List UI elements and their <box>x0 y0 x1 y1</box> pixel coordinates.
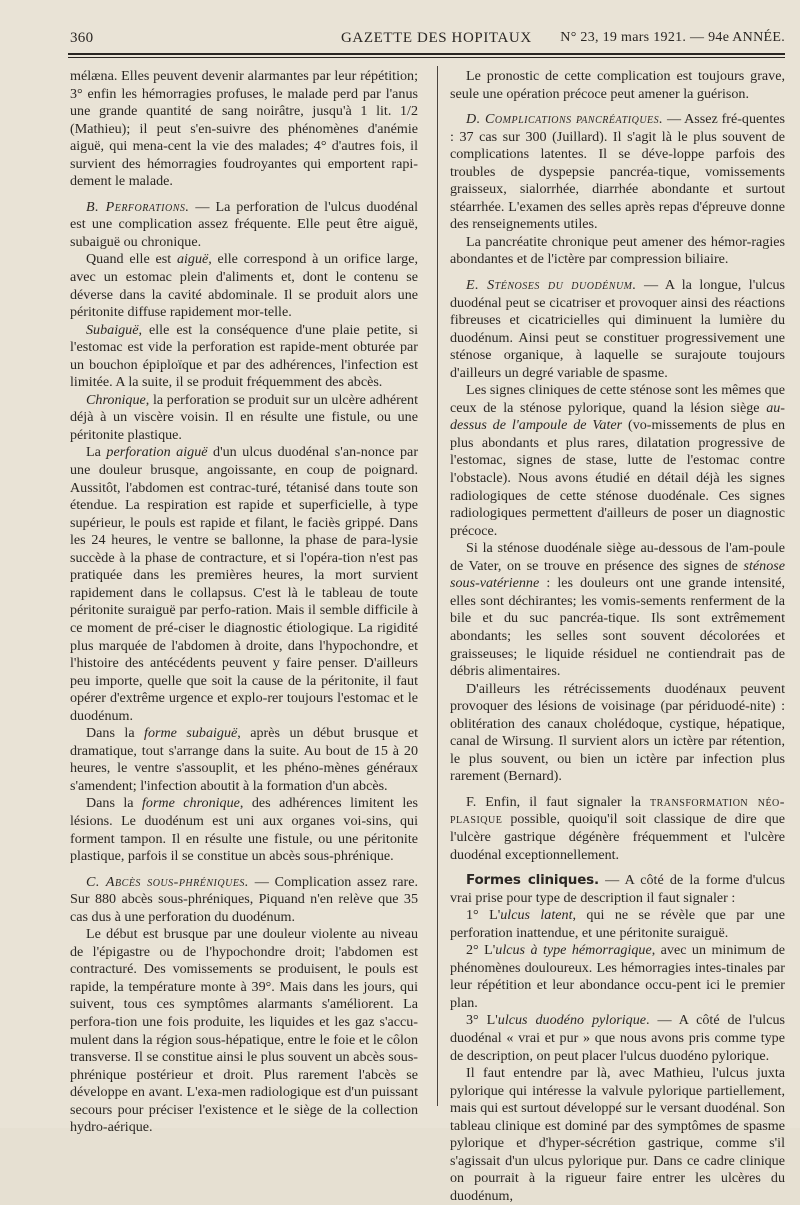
paragraph: La pancréatite chronique peut amener des hémor-ragies abondantes et de l'ictère par compression biliaire. <box>450 233 785 268</box>
column-divider <box>437 66 438 1106</box>
paragraph: 3° L'ulcus duodéno pylorique. — A côté de l'ulcus duodénal « vrai et pur » que nous avons pris comme type de description, on peut placer l'ulcus duodéno pylorique. <box>450 1012 786 1064</box>
paragraph: Les signes cliniques de cette sténose sont les mêmes que ceux de la sténose pylorique, quand la lésion siège au-dessus de l'ampoule de Vater (vo-missements de plus en plus abondants et plus rares, dilatation progressive de l'estomac, signes de stase, lutte de l'estomac contre l'obstacle). Nous avons étudié en détail déjà les signes radiologiques de cette sténose duodénale. Ces signes radiologiques permettent d'ailleurs de poser un diagnostic précoce. <box>450 382 785 539</box>
paragraph: Il faut entendre par là, avec Mathieu, l'ulcus juxta pylorique qui intéresse la valvule pylorique partiellement, mais qui est surtout développé sur le versant duodénal. Son tableau clinique est dominé par des symptômes de spasme pylorique et d'hyper-sécrétion gastrique, comme s'il s'agissait d'un ulcus pylorique pur. Dans ce cadre clinique on pourrait à la rigueur faire entrer les ulcères du duodénum, <box>450 1065 785 1204</box>
paragraph: E. Sténoses du duodénum. — A la longue, l'ulcus duodénal peut se cicatriser et provoquer ainsi des réactions fibreuses et cicatricielles qui diminuent la lumière du duodénum. Ainsi peut se constituer progressivement une sténose organique, à laquelle se surajoute toujours d'ailleurs un degré variable de spasme. <box>450 277 785 381</box>
journal-title: GAZETTE DES HOPITAUX <box>341 30 532 46</box>
right-column <box>450 68 785 1205</box>
page-number: 360 <box>70 30 94 46</box>
paragraph: B. Perforations. — La perforation de l'ulcus duodénal est une complication assez fréquente. Elle peut être aiguë, subaiguë ou chronique. <box>70 198 418 250</box>
paragraph: Subaiguë, elle est la conséquence d'une plaie petite, si l'estomac est vide la perforation est rapide-ment obturée par un bouchon épiploïque et par des adhérences, l'infection est limitée. A la suite, il se produit fréquemment des abcès. <box>70 321 418 391</box>
paragraph: 1° L'ulcus latent, qui ne se révèle que par une perforation inattendue, et une péritonite suraiguë. <box>450 907 785 941</box>
paragraph: Chronique, la perforation se produit sur un ulcère adhérent déjà à un viscère voisin. Il en résulte une fistule, ou une péritonite plastique. <box>70 391 418 443</box>
paragraph: mélæna. Elles peuvent devenir alarmantes par leur répétition; 3° enfin les hémorragies profuses, le malade perd par l'anus une grande quantité de sang noirâtre, jusqu'à 1 lit. 1/2 (Mathieu); il peut s'en-suivre des phénomènes d'anémie aiguë, qui mena-cent la vie des malades; 4° d'autres fois, il survient des hémorragies foudroyantes qui emportent rapi-dement le malade. <box>70 68 418 190</box>
running-header <box>70 30 785 52</box>
paragraph: F. Enfin, il faut signaler la transformation néo-plasique possible, quoiqu'il soit classique de dire que l'ulcère gastrique dégénère fréquemment et l'ulcère duodénal exceptionnellement. <box>450 793 785 863</box>
paragraph: D. Complications pancréatiques. — Assez fré-quentes : 37 cas sur 300 (Juillard). Il s'agit là le plus souvent de complications latentes. Il se déve-loppe parfois des troubles de dyspepsie pancréa-tique, vomissements graisseux, sialorrhée, diarrhée abondante et surtout stéarrhée. L'examen des selles après repas d'épreuve donne des renseignements utiles. <box>450 111 785 233</box>
paragraph: Quand elle est aiguë, elle correspond à un orifice large, avec un estomac plein d'aliments et, dont le contenu se déverse dans la cavité abdominale. Il se produit alors une péritonite diffuse rapidement mor-telle. <box>70 251 418 321</box>
left-column <box>70 68 418 1137</box>
paragraph: Le début est brusque par une douleur violente au niveau de l'épigastre ou de l'hypochondre droit; l'abdomen est contracturé. Des vomissements se produisent, le pouls est rapide, la température monte à 39°. Mais dans les jours, qui suivent, tous ces symptômes alarmants s'améliorent. La perfora-tion une fois produite, les liquides et les gaz s'accu-mulent dans la région sous-hépatique, entre le foie et le côlon transverse. Il se constitue ainsi le plus souvent un abcès sous-phrénique postérieur et droit. Plus rarement l'abcès se développe en avant. L'exa-men radiologique est d'un puissant secours pour préciser l'existence et le siège de la collection hydro-aérique. <box>70 926 418 1136</box>
paragraph: D'ailleurs les rétrécissements duodénaux peuvent provoquer des lésions de voisinage (par périduodé-nite) : oblitération des canaux cholédoque, cystique, hépatique, canal de Wirsung. Il survient alors un ictère par rétention, le plus souvent, ou bien un ictère par infection plus rarement (Bernard). <box>450 680 785 785</box>
paragraph: C. Abcès sous-phréniques. — Complication assez rare. Sur 880 abcès sous-phréniques, Piquand n'en relève que 35 cas dus à une perforation du duodénum. <box>70 873 418 925</box>
header-rule-thin <box>68 57 785 58</box>
paragraph: Dans la forme subaiguë, après un début brusque et dramatique, tout s'arrange dans la suite. Au bout de 15 à 20 heures, le ventre s'assouplit, et les phéno-mènes généraux s'amendent; l'infection aboutit à la formation d'un abcès. <box>70 725 419 794</box>
header-rule-thick <box>68 53 785 55</box>
section-heading: Formes cliniques. <box>466 872 599 889</box>
paragraph: Dans la forme chronique, des adhérences limitent les lésions. Le duodénum est uni aux organes voi-sins, qui forment tampon. Il en résulte une fistule, ou une péritonite plastique, parfois il se constitue un abcès sous-phrénique. <box>70 795 419 865</box>
paragraph: 2° L'ulcus à type hémorragique, avec un minimum de phénomènes douloureux. Les hémorragies intes-tinales par leur répétition et leur abondance occu-pent ici le premier plan. <box>450 942 786 1011</box>
paragraph: Si la sténose duodénale siège au-dessous de l'am-poule de Vater, on se trouve en présence des signes de sténose sous-vatérienne : les douleurs ont une grande intensité, elles sont déchirantes; les vomis-sements renferment de la bile et du suc pancréa-tique. Ils sont extrêmement abondants; les selles sont souvent décolorées et graisseuses; le liquide résiduel ne contiendrait pas de débris alimentaires. <box>450 540 785 680</box>
issue-info: N° 23, 19 mars 1921. — 94e ANNÉE. <box>560 30 785 45</box>
paragraph: La perforation aiguë d'un ulcus duodénal s'an-nonce par une douleur brusque, angoissante, en coup de poignard. Aussitôt, l'abdomen est contrac-turé, tétanisé dans toute son étendue. La respiration est rapide et superficielle, à type supérieur, le pouls est rapide et filant, le faciès grippé. Dans les 24 heures, le ventre se ballonne, la phase de para-lysie succède à la phase de contracture, et si l'opéra-tion n'est pas pratiquée dans les premières heures, la mort survient rapidement dans le collapsus. C'est là le tableau de toute péritonite suraiguë par perfo-ration. Mais il semble difficile à ce moment de pré-ciser le diagnostic étiologique. La rigidité plus marquée de l'abdomen à droite, dans l'hypochondre, et l'histoire des antécédents peuvent y faire penser. D'ailleurs peu importe, quelle que soit la cause de la péritonite, il faut opérer d'extrême urgence et explo-rer toujours l'estomac et le duodénum. <box>70 444 419 724</box>
paragraph: Le pronostic de cette complication est toujours grave, seule une opération précoce peut amener la guérison. <box>450 68 785 102</box>
section-heading-paragraph: Formes cliniques. — A côté de la forme d'ulcus vrai prise pour type de description il faut signaler : <box>450 872 785 906</box>
